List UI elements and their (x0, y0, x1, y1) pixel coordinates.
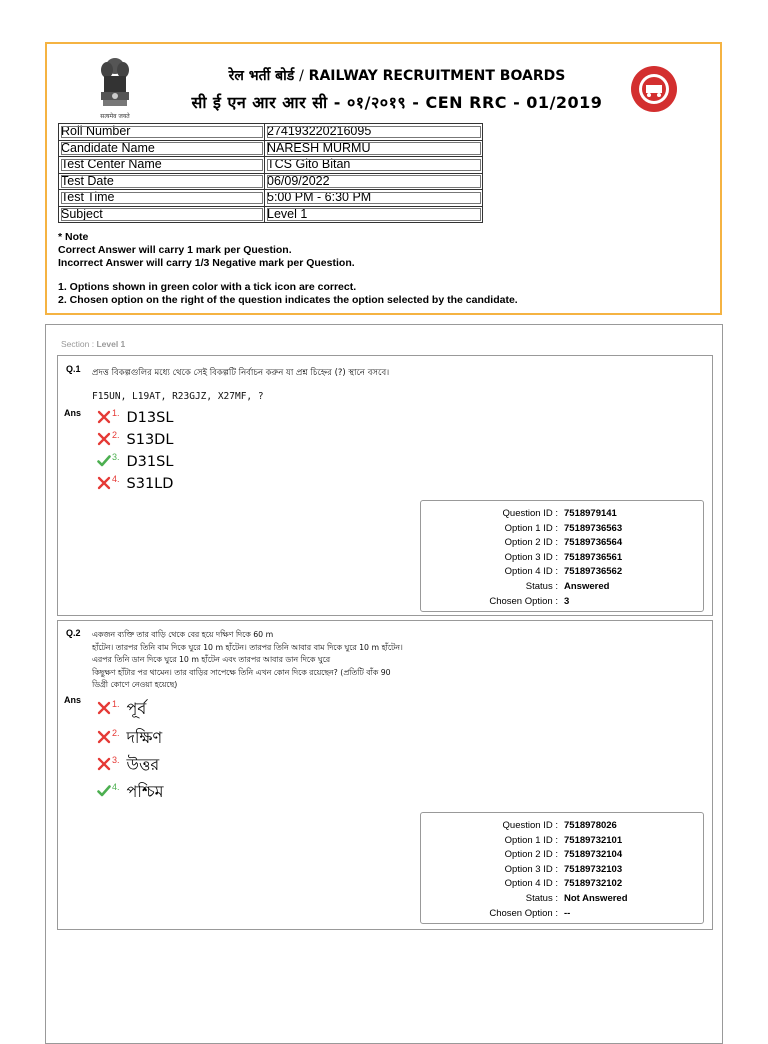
exam-subtitle: सी ई एन आर आर सी - ०१/२०१९ - CEN RRC - 01/2019 (191, 93, 603, 112)
option-number: 4. (112, 474, 120, 484)
candidate-field-value: TCS Gito Bitan (265, 157, 483, 174)
candidate-field-value: NARESH MURMU (265, 140, 483, 157)
info-label: Option 1 ID : (504, 834, 558, 846)
candidate-field-value: 5:00 PM - 6:30 PM (265, 190, 483, 207)
info-label: Chosen Option : (489, 907, 558, 919)
answer-option (97, 701, 146, 717)
info-value: 75189736563 (564, 522, 623, 534)
option-text: D31SL (126, 454, 174, 470)
header-panel (45, 42, 722, 315)
candidate-field-label: Test Date (59, 173, 265, 190)
correct-tick-icon (97, 454, 111, 468)
candidate-row (59, 206, 483, 223)
option-text: D13SL (126, 410, 174, 426)
candidate-row (59, 124, 483, 141)
option-number: 2. (112, 728, 120, 738)
info-label: Option 1 ID : (504, 522, 558, 534)
question-text-line: প্রদত্ত বিকল্পগুলির মধ্যে থেকে সেই বিকল্পটি নির্বাচন করুন যা প্রশ্ন চিহ্নের (?) স্থানে বসবে। (92, 368, 390, 378)
candidate-row (59, 140, 483, 157)
note-line-1: Correct Answer will carry 1 mark per Question. (58, 243, 292, 256)
note-line-4: 2. Chosen option on the right of the question indicates the option selected by the candidate. (58, 294, 518, 307)
question-text-line: একজন ব্যক্তি তার বাড়ি থেকে বের হয়ে দক্ষিণ দিকে 60 m (92, 630, 274, 639)
info-label: Status : (525, 581, 558, 592)
info-row (421, 908, 703, 922)
answer-option (97, 454, 173, 470)
info-label: Option 3 ID : (504, 863, 558, 875)
note-heading: * Note (58, 231, 89, 243)
option-text: পূর্ব (126, 699, 147, 718)
emblem-caption: सत्यमेव जयते (100, 113, 130, 120)
info-row (421, 581, 703, 595)
answer-option (97, 476, 173, 492)
ans-label: Ans (64, 695, 82, 705)
national-emblem (95, 56, 135, 120)
section-prefix: Section : (61, 339, 95, 349)
answer-option (97, 410, 173, 426)
info-value: Not Answered (564, 893, 628, 904)
info-value: 75189732103 (564, 863, 623, 875)
wrong-cross-icon (97, 476, 111, 490)
title-separator: / (299, 68, 304, 84)
question-text-line: কিছুক্ষণ হাঁটার পর থামেন। তার বাড়ির সাপেক্ষে তিনি এখন কোন দিকে রয়েছেন? (প্রতিটি বাঁক 90 (92, 667, 391, 677)
option-number: 1. (112, 408, 120, 418)
instructions-note (58, 231, 518, 307)
info-value: -- (564, 907, 571, 919)
info-value: 75189732101 (564, 834, 623, 846)
info-label: Option 4 ID : (504, 878, 558, 890)
note-line-2: Incorrect Answer will carry 1/3 Negative mark per Question. (58, 256, 355, 269)
option-text: S13DL (126, 432, 174, 448)
question-info-panel (420, 812, 704, 924)
candidate-field-label: Roll Number (59, 124, 265, 141)
wrong-cross-icon (97, 701, 111, 715)
option-number: 1. (112, 699, 120, 709)
info-label: Option 2 ID : (504, 537, 558, 549)
candidate-field-label: Candidate Name (59, 140, 265, 157)
question-number: Q.2 (66, 628, 81, 638)
info-row (421, 537, 703, 551)
option-text: পশ্চিম (126, 782, 164, 801)
wrong-cross-icon (97, 730, 111, 744)
info-value: 75189736562 (564, 566, 623, 578)
option-number: 3. (112, 755, 120, 765)
info-row (421, 566, 703, 580)
question-text (92, 629, 403, 692)
info-label: Status : (525, 893, 558, 904)
info-row (421, 878, 703, 892)
info-value: 7518979141 (564, 508, 617, 519)
info-row (421, 523, 703, 537)
ans-label: Ans (64, 408, 82, 418)
title-english: RAILWAY RECRUITMENT BOARDS (308, 68, 566, 84)
info-value: 7518978026 (564, 820, 617, 831)
option-text: S31LD (126, 476, 174, 492)
candidate-field-label: Test Center Name (59, 157, 265, 174)
question-info-panel (420, 500, 704, 612)
info-value: 75189736564 (564, 537, 623, 549)
info-label: Option 4 ID : (504, 566, 558, 578)
info-row (421, 596, 703, 610)
question-text-line: এরপর তিনি ডান দিকে ঘুরে 10 m হাঁটেন এবং তারপর আবার ডান দিকে ঘুরে (92, 655, 331, 664)
candidate-info-table (58, 123, 483, 223)
question-number: Q.1 (66, 364, 81, 374)
option-number: 4. (112, 782, 120, 792)
option-number: 2. (112, 430, 120, 440)
candidate-field-value: 274193220216095 (265, 124, 483, 141)
wrong-cross-icon (97, 410, 111, 424)
info-row (421, 820, 703, 834)
info-value: 75189732102 (564, 878, 623, 890)
page-title (197, 66, 597, 85)
info-row (421, 849, 703, 863)
section-label (61, 339, 125, 349)
candidate-row (59, 173, 483, 190)
info-label: Question ID : (502, 820, 558, 831)
question-text-line: F15UN, L19AT, R23GJZ, X27MF, ? (92, 391, 264, 402)
info-row (421, 552, 703, 566)
ashoka-emblem-icon (95, 56, 135, 112)
info-row (421, 864, 703, 878)
wrong-cross-icon (97, 757, 111, 771)
info-label: Option 2 ID : (504, 849, 558, 861)
answer-option (97, 757, 159, 773)
indian-railways-logo-icon (629, 64, 679, 114)
option-number: 3. (112, 452, 120, 462)
info-value: 75189736561 (564, 551, 623, 563)
candidate-row (59, 190, 483, 207)
option-text: দক্ষিণ (126, 728, 163, 747)
info-value: Answered (564, 581, 610, 592)
question-text-line: ডিগ্রী কোণে নেওয়া হয়েছে) (92, 680, 178, 689)
info-label: Option 3 ID : (504, 551, 558, 563)
info-value: 75189732104 (564, 849, 623, 861)
title-hindi: रेल भर्ती बोर्ड (228, 68, 295, 84)
info-row (421, 508, 703, 522)
wrong-cross-icon (97, 432, 111, 446)
section-name: Level 1 (96, 339, 126, 349)
info-label: Chosen Option : (489, 595, 558, 607)
candidate-row (59, 157, 483, 174)
candidate-field-value: Level 1 (265, 206, 483, 223)
question-text-line: হাঁটেন। তারপর তিনি বাম দিকে ঘুরে 10 m হাঁটেন। তারপর তিনি আবার বাম দিকে ঘুরে 10 m হাঁটেন। (92, 642, 403, 652)
answer-option (97, 784, 164, 800)
note-line-3: 1. Options shown in green color with a tick icon are correct. (58, 281, 357, 294)
candidate-field-value: 06/09/2022 (265, 173, 483, 190)
info-row (421, 893, 703, 907)
candidate-field-label: Test Time (59, 190, 265, 207)
info-row (421, 835, 703, 849)
option-text: উত্তর (126, 755, 160, 774)
info-label: Question ID : (502, 508, 558, 519)
answer-option (97, 730, 162, 746)
answer-option (97, 432, 173, 448)
info-value: 3 (564, 595, 570, 607)
correct-tick-icon (97, 784, 111, 798)
candidate-field-label: Subject (59, 206, 265, 223)
